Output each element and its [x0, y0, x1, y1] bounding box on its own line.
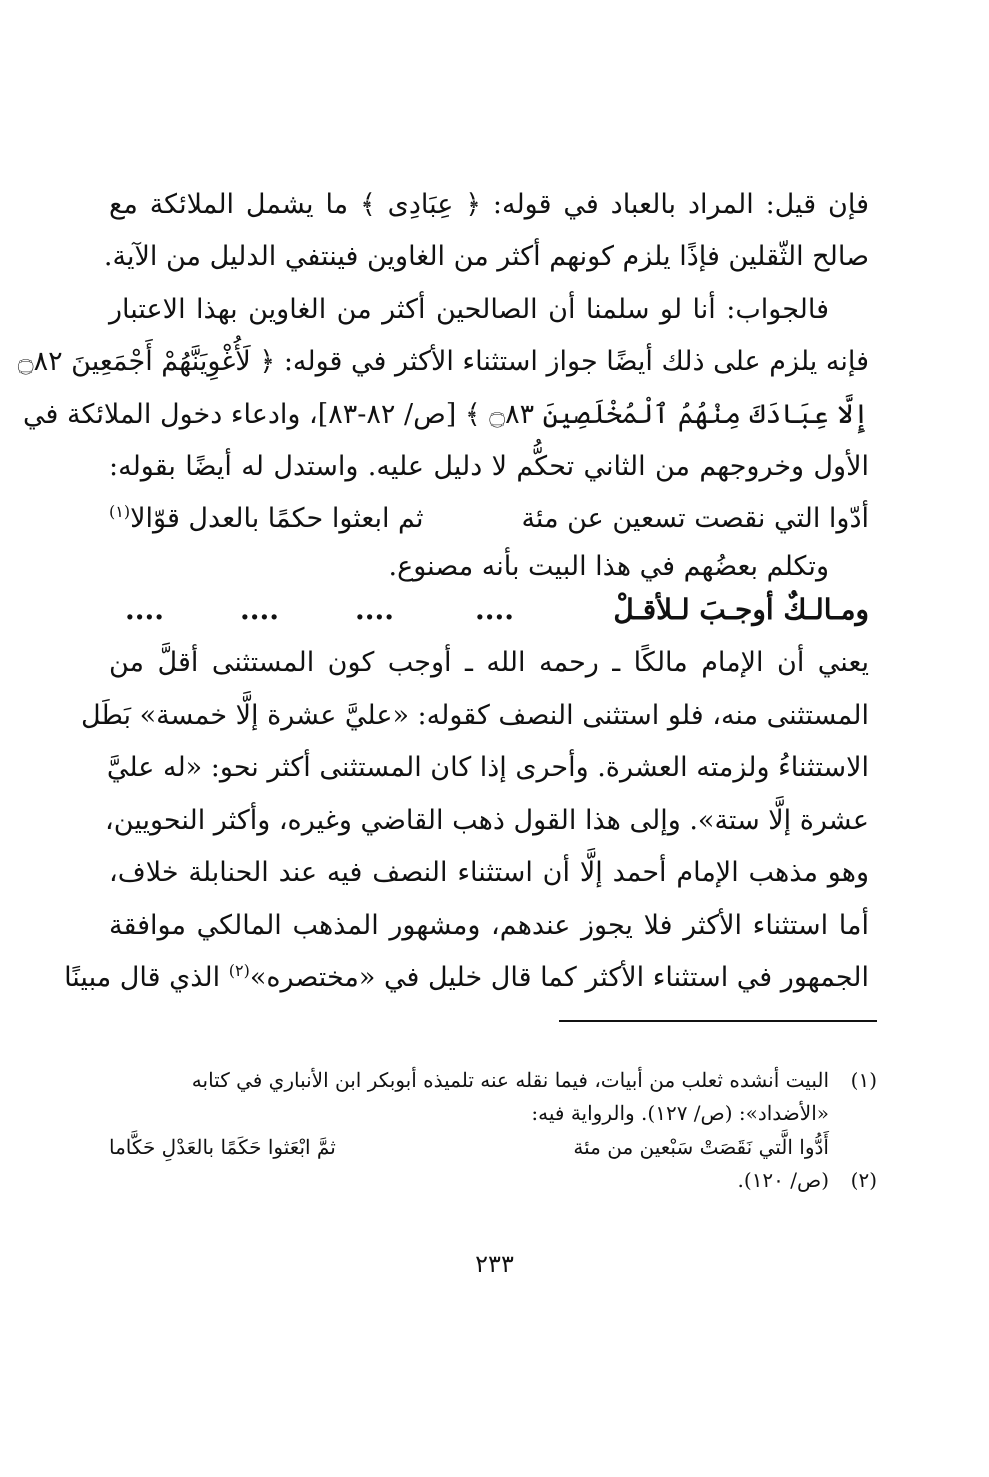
body-line-3: فالجواب: أنا لو سلمنا أن الصالحين أكثر من الغاوين بهذا الاعتبار	[109, 294, 829, 325]
para-line-1: يعني أن الإمام مالكًا ـ رحمه الله ـ أوجب كون المستثنى أقلَّ من	[109, 647, 869, 678]
verse-first-hemistich: أدّوا التي نقصت تسعين عن مئة	[521, 503, 869, 534]
para-line-5: وهو مذهب الإمام أحمد إلَّا أن استثناء النصف فيه عند الحنابلة خلاف،	[109, 857, 869, 888]
body-line-5: إِلَّا عِبَادَكَ مِنْهُمُ ٱلْمُخْلَصِينَ ۝٨٣ ﴾ [ص/ ٨٢-٨٣]، وادعاء دخول الملائكة في	[23, 399, 869, 430]
after-verse-line: وتكلم بعضُهم في هذا البيت بأنه مصنوع.	[388, 551, 829, 582]
para-line-4: عشرة إلَّا ستة». وإلى هذا القول ذهب القاضي وغيره، وأكثر النحويين،	[105, 805, 869, 836]
footnote-verse-second: ثمَّ ابْعَثوا حَكَمًا بالعَدْلِ حَكَّاما	[109, 1135, 336, 1159]
footnote-marker-2: (٢)	[228, 961, 250, 980]
poem-text: ومـالـكٌ أوجـبَ لـلأقـلْ	[613, 593, 869, 626]
footnote-1-number: (١)	[850, 1068, 877, 1092]
verse-second-text: ثم ابعثوا حكمًا بالعدل قوّالا	[130, 503, 424, 534]
poem-dots-3: ....	[240, 593, 279, 626]
footnote-1-line-2: «الأضداد»: (ص/ ١٢٧). والرواية فيه:	[531, 1101, 829, 1125]
para-line-7-end: الذي قال مبينًا	[64, 962, 229, 993]
footnote-1	[107, 1064, 877, 1096]
footnote-verse-first: أَدُّوا الَّتي نَقَصَتْ سَبْعين من مئة	[573, 1135, 829, 1159]
poem-dots-4: ....	[125, 593, 164, 626]
poem-dots-1: ....	[475, 593, 514, 626]
poem-line	[109, 590, 869, 630]
footnote-marker-1: (١)	[109, 502, 131, 521]
body-line-1: فإن قيل: المراد بالعباد في قوله: ﴿ عِبَادِى ﴾ ما يشمل الملائكة مع	[109, 189, 869, 220]
verse-second-hemistich	[109, 499, 424, 539]
body-line-6: الأول وخروجهم من الثاني تحكُّم لا دليل عليه. واستدل له أيضًا بقوله:	[109, 451, 869, 482]
verse-line	[109, 499, 869, 539]
footnote-2	[107, 1164, 877, 1196]
para-line-3: الاستثناءُ ولزمته العشرة. وأحرى إذا كان المستثنى أكثر نحو: «له عليَّ	[106, 752, 869, 783]
footnote-2-text: (ص/ ١٢٠).	[737, 1168, 829, 1192]
page-number: ٢٣٣	[475, 1250, 514, 1278]
footnote-1-line-1: البيت أنشده ثعلب من أبيات، فيما نقله عنه تلميذه أبوبكر ابن الأنباري في كتابه	[191, 1068, 829, 1092]
para-line-7-start: الجمهور في استثناء الأكثر كما قال خليل في «مختصره»	[249, 962, 869, 993]
footnote-2-number: (٢)	[850, 1168, 877, 1192]
para-line-2: المستثنى منه، فلو استثنى النصف كقوله: «عليَّ عشرة إلَّا خمسة» بَطَل	[80, 700, 869, 731]
para-line-7	[64, 958, 869, 998]
footnote-separator	[559, 1020, 877, 1022]
body-line-4: فإنه يلزم على ذلك أيضًا جواز استثناء الأكثر في قوله: ﴿ لَأُغْوِيَنَّهُمْ أَجْمَعِينَ ۝٨٢	[17, 346, 869, 377]
poem-dots-2: ....	[355, 593, 394, 626]
body-line-2: صالح الثّقلين فإذًا يلزم كونهم أكثر من الغاوين فينتفي الدليل من الآية.	[103, 241, 869, 272]
footnote-1-verse	[109, 1131, 829, 1163]
para-line-6: أما استثناء الأكثر فلا يجوز عندهم، ومشهور المذهب المالكي موافقة	[109, 910, 869, 941]
